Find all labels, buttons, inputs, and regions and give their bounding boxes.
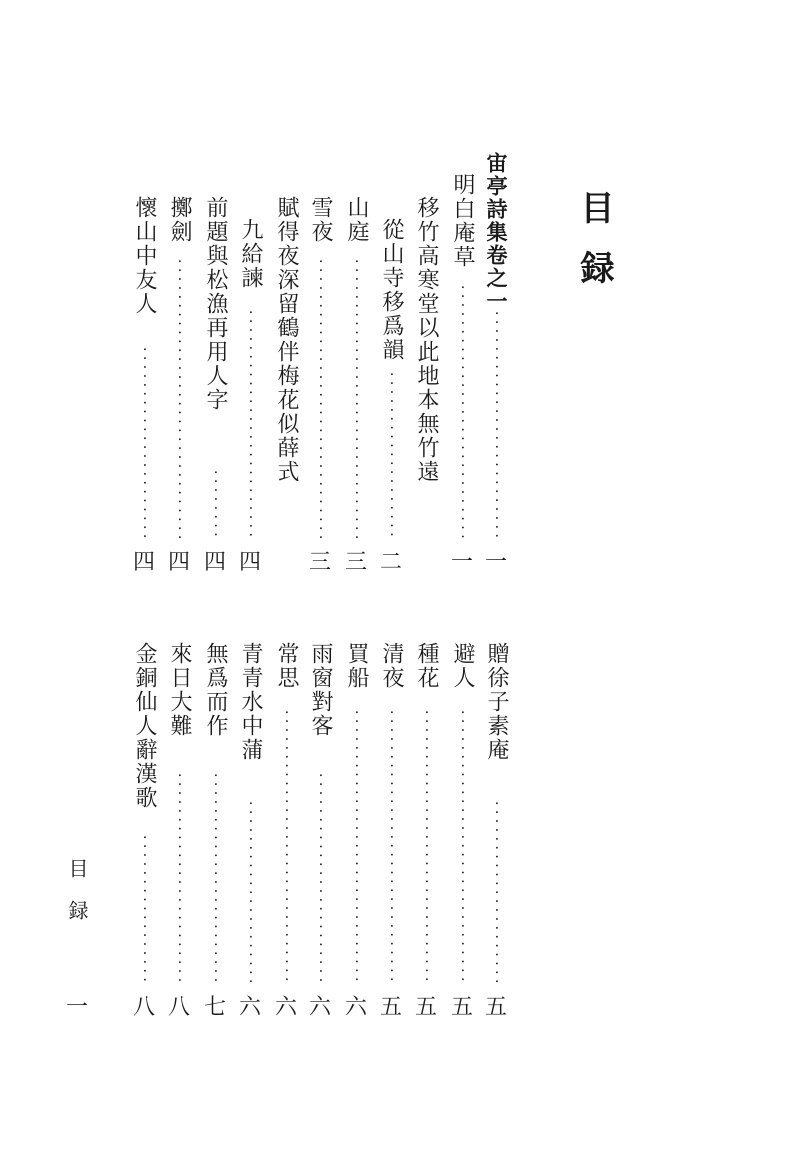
- toc-page-number: 一: [484, 550, 507, 575]
- leader-dots: [271, 706, 301, 985]
- leader-dots: [447, 283, 477, 540]
- page-title: 目録: [574, 190, 614, 310]
- toc-entry: 買船: [344, 642, 369, 690]
- toc-entry: 避人: [450, 642, 475, 690]
- toc-entry: 雪夜: [308, 196, 333, 244]
- toc-page-number: 五: [450, 995, 473, 1020]
- toc-entry: 九給諫: [238, 218, 263, 290]
- toc-page-number: 六: [344, 995, 367, 1020]
- leader-dots: [235, 800, 265, 985]
- leader-dots: [164, 258, 194, 540]
- toc-entry: 雨窗對客: [308, 642, 333, 738]
- toc-page-number: 三: [344, 550, 367, 575]
- toc-entry-volume-title: 宙亭詩集卷之一: [484, 152, 508, 313]
- toc-page-number: 五: [484, 995, 507, 1020]
- toc-page-number: 三: [308, 550, 331, 575]
- toc-entry: 清夜: [379, 642, 404, 690]
- toc-page-number: 六: [274, 995, 297, 1020]
- leader-dots: [481, 308, 511, 540]
- toc-page-number: 七: [203, 995, 226, 1020]
- toc-entry: 來日大難: [167, 642, 192, 738]
- toc-entry: 常思: [274, 642, 299, 690]
- toc-page-number: 四: [238, 550, 261, 575]
- leader-dots: [129, 832, 159, 985]
- toc-entry: 明白庵草: [450, 173, 475, 269]
- leader-dots: [376, 706, 406, 985]
- toc-page-number: 八: [167, 995, 190, 1020]
- toc-page-number: 六: [308, 995, 331, 1020]
- leader-dots: [447, 706, 477, 985]
- leader-dots: [481, 800, 511, 985]
- leader-dots: [164, 770, 194, 985]
- toc-entry: 前題與松漁再用人字: [203, 196, 228, 412]
- running-footer-label: 目録: [65, 858, 89, 942]
- toc-entry: 贈徐子素庵: [484, 642, 509, 762]
- leader-dots: [411, 706, 441, 985]
- leader-dots: [235, 306, 265, 540]
- toc-page-number: 一: [450, 550, 473, 575]
- toc-page-number: 四: [167, 550, 190, 575]
- toc-entry: 無爲而作: [203, 642, 228, 738]
- toc-page-number: 六: [238, 995, 261, 1020]
- toc-entry: 金銅仙人辭漢歌: [132, 642, 157, 810]
- leader-dots: [341, 258, 371, 540]
- toc-entry: 從山寺移爲韻: [379, 218, 404, 362]
- toc-entry: 山庭: [344, 196, 369, 244]
- leader-dots: [129, 346, 159, 540]
- toc-page-number: 二: [379, 550, 402, 575]
- toc-page-number: 四: [203, 550, 226, 575]
- leader-dots: [341, 706, 371, 985]
- toc-entry: 賦得夜深留鶴伴梅花似薛式: [274, 196, 299, 484]
- toc-entry: 種花: [414, 642, 439, 690]
- toc-page-number: 五: [379, 995, 402, 1020]
- toc-entry: 移竹高寒堂以此地本無竹遠: [414, 196, 439, 484]
- toc-entry: 青青水中蒲: [238, 642, 263, 762]
- toc-page-number: 四: [132, 550, 155, 575]
- toc-entry: 擲劍: [167, 196, 192, 244]
- leader-dots: [200, 466, 230, 540]
- folio-number: 一: [65, 995, 88, 1020]
- leader-dots: [305, 770, 335, 985]
- toc-page-number: 八: [132, 995, 155, 1020]
- leader-dots: [305, 258, 335, 540]
- leader-dots: [376, 368, 406, 540]
- toc-entry: 懷山中友人: [132, 196, 157, 316]
- leader-dots: [200, 770, 230, 985]
- toc-page-number: 五: [414, 995, 437, 1020]
